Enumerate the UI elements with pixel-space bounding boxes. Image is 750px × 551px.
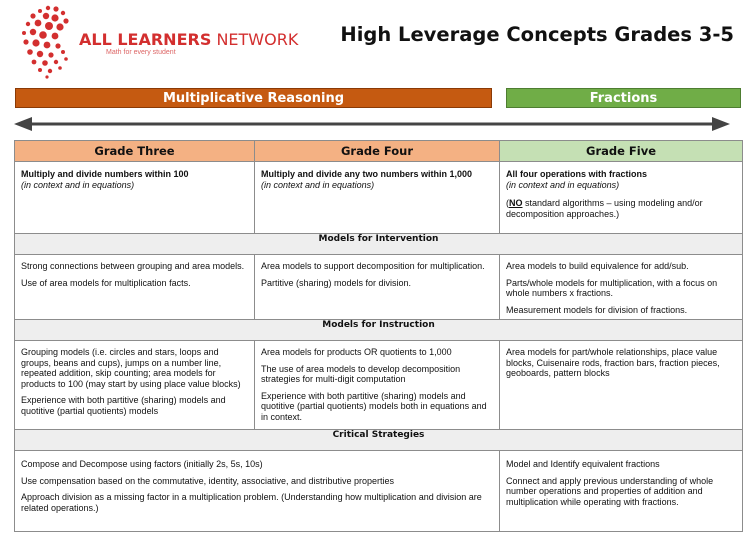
instruction-section-row — [15, 320, 743, 341]
grade-four-header: Grade Four — [255, 141, 500, 162]
focus-subtitle: (in context and in equations) — [506, 179, 620, 190]
intervention-section-row — [15, 234, 743, 255]
list-item: Use of area models for multiplication facts. — [21, 277, 191, 288]
grade-four-focus — [255, 162, 500, 234]
focus-subtitle: (in context and in equations) — [261, 179, 375, 190]
list-item: Experience with both partitive (sharing) models and quotitive (partial quotients) models both in equations and in context. — [261, 390, 487, 422]
grade-header-row — [15, 141, 743, 162]
grade-five-instruction — [500, 341, 743, 430]
fractions-band: Fractions — [506, 88, 741, 108]
logo-wordmark — [79, 30, 298, 49]
section-models-for-intervention: Models for Intervention — [15, 234, 743, 255]
concepts-table — [14, 140, 743, 532]
grade-four-intervention — [255, 255, 500, 320]
list-item: Strong connections between grouping and area models. — [21, 261, 245, 271]
focus-row — [15, 162, 743, 234]
grade-three-focus — [15, 162, 255, 234]
logo-dots-icon — [18, 2, 88, 82]
focus-subtitle: (in context and in equations) — [21, 179, 135, 190]
grade-three-intervention — [15, 255, 255, 320]
list-item: Connect and apply previous understanding of whole number operations and properties of addition and multiplication while operating with fractions. — [506, 475, 714, 507]
intervention-row — [15, 255, 743, 320]
grade-four-instruction — [255, 341, 500, 430]
list-item: Partitive (sharing) models for division. — [261, 277, 412, 288]
multiplicative-reasoning-band: Multiplicative Reasoning — [15, 88, 492, 108]
grade-five-header: Grade Five — [500, 141, 743, 162]
grade-three-header: Grade Three — [15, 141, 255, 162]
list-item: Compose and Decompose using factors (initially 2s, 5s, 10s) — [21, 459, 263, 469]
section-models-for-instruction: Models for Instruction — [15, 320, 743, 341]
strategies-section-row — [15, 430, 743, 451]
double-arrow-icon — [14, 114, 730, 134]
strategies-row — [15, 451, 743, 532]
list-item: Parts/whole models for multiplication, with a focus on whole numbers x fractions. — [506, 277, 718, 298]
list-item: Model and Identify equivalent fractions — [506, 459, 660, 469]
focus-title: Multiply and divide any two numbers within 1,000 — [261, 169, 473, 179]
focus-title: Multiply and divide numbers within 100 — [21, 169, 189, 179]
focus-note — [506, 198, 736, 219]
note-open: ( — [506, 198, 509, 208]
note-no-emphasis: NO — [509, 198, 523, 208]
section-critical-strategies: Critical Strategies — [15, 430, 743, 451]
grade-three-instruction — [15, 341, 255, 430]
list-item: Area models to build equivalence for add/sub. — [506, 261, 689, 271]
logo — [18, 2, 299, 84]
list-item: Area models for part/whole relationships, place value blocks, Cuisenaire rods, fraction bars, fraction pieces, geoboards, pattern blocks — [506, 347, 720, 378]
logo-wordmark-bold: ALL LEARNERS — [79, 30, 212, 49]
document-title: High Leverage Concepts Grades 3-5 — [340, 23, 734, 46]
list-item: Area models for products OR quotients to 1,000 — [261, 347, 452, 357]
focus-title: All four operations with fractions — [506, 169, 648, 179]
grade-five-strategies — [500, 451, 743, 532]
grade-five-intervention — [500, 255, 743, 320]
list-item: Area models to support decomposition for multiplication. — [261, 261, 485, 271]
list-item: The use of area models to develop decomposition strategies for multi-digit computation — [261, 363, 461, 384]
logo-tagline: Math for every student — [106, 49, 176, 56]
instruction-row — [15, 341, 743, 430]
list-item: Approach division as a missing factor in a multiplication problem. (Understanding how multiplication and division are related operations.) — [21, 492, 482, 513]
list-item: Use compensation based on the commutative, identity, associative, and distributive properties — [21, 475, 395, 486]
note-text: standard algorithms – using modeling and/or decomposition approaches.) — [506, 198, 703, 219]
logo-wordmark-light: NETWORK — [216, 30, 299, 49]
grade-five-focus — [500, 162, 743, 234]
list-item: Measurement models for division of fractions. — [506, 304, 688, 315]
list-item: Grouping models (i.e. circles and stars, loops and groups, beans and cups), jumps on a number line, repeated addition, skip counting; area models for products to 100 (may start by using place value blocks) — [21, 347, 241, 389]
multiplicative-strategies — [15, 451, 500, 532]
list-item: Experience with both partitive (sharing) models and quotitive (partial quotients) models — [21, 395, 226, 416]
